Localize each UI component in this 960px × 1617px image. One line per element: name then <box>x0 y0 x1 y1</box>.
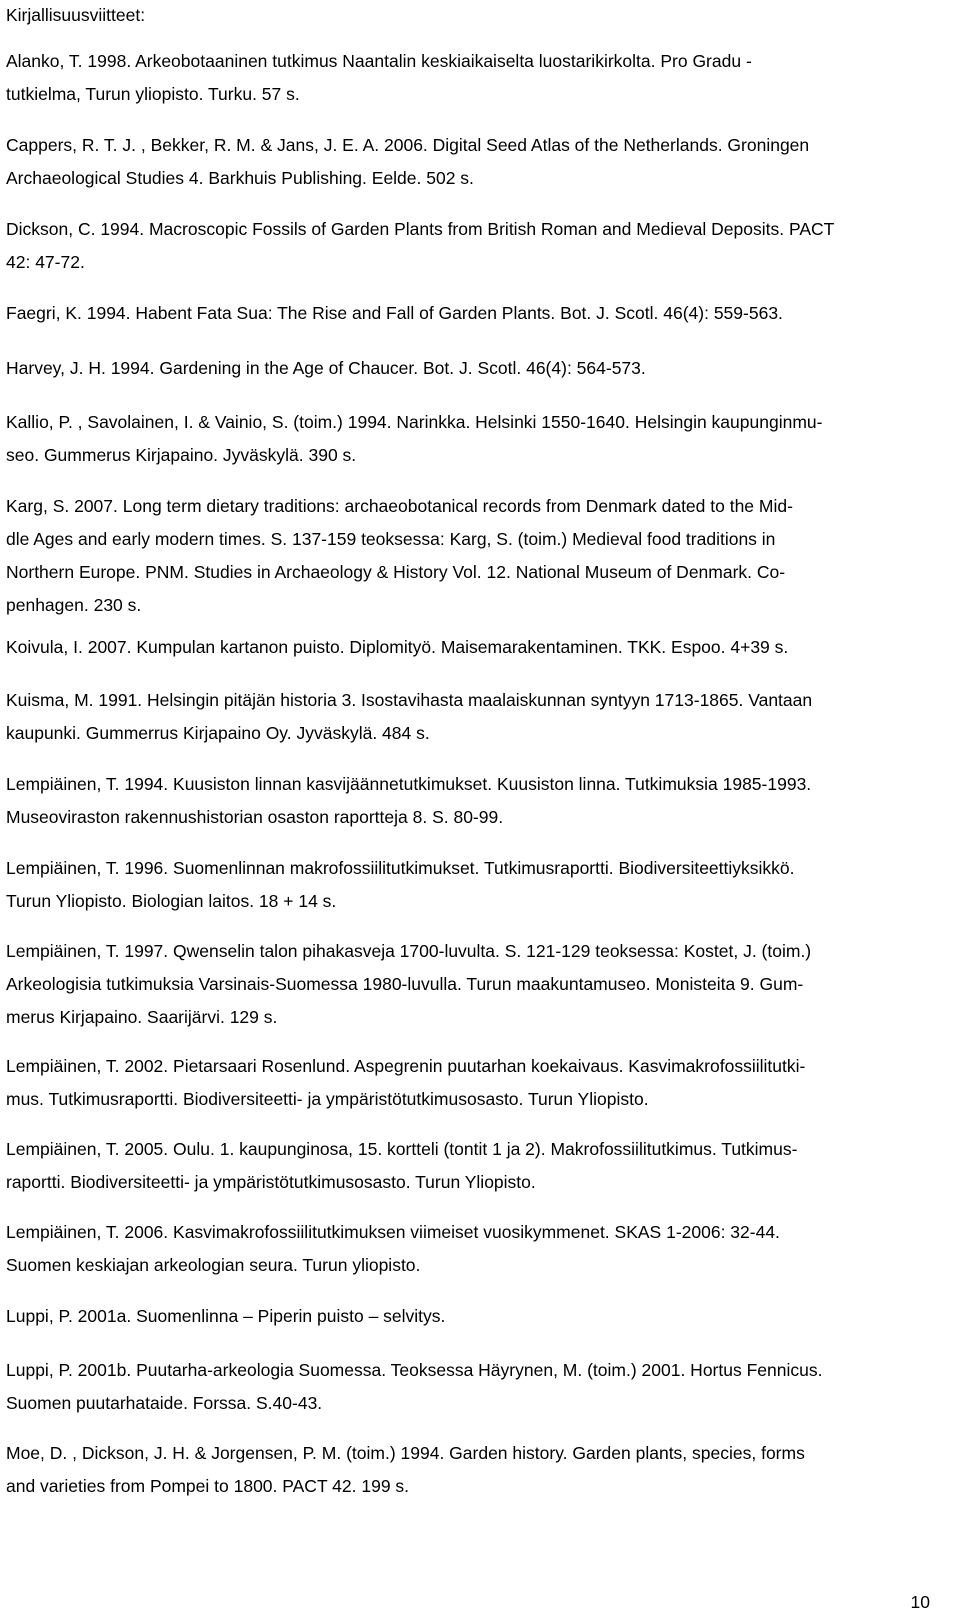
reference-entry <box>6 935 936 1034</box>
reference-line: Moe, D. , Dickson, J. H. & Jorgensen, P. M. (toim.) 1994. Garden history. Garden plants, species, forms <box>6 1443 805 1463</box>
reference-entry <box>6 1050 936 1116</box>
reference-line: Lempiäinen, T. 1994. Kuusiston linnan kasvijäännetutkimukset. Kuusiston linna. Tutkimuksia 1985-1993. <box>6 774 812 794</box>
reference-entry <box>6 1300 936 1333</box>
reference-line: Faegri, K. 1994. Habent Fata Sua: The Rise and Fall of Garden Plants. Bot. J. Scotl. 46(4): 559-563. <box>6 303 783 323</box>
reference-line: Arkeologisia tutkimuksia Varsinais-Suomessa 1980-luvulla. Turun maakuntamuseo. Monisteita 9. Gum- <box>6 974 804 994</box>
reference-line: Northern Europe. PNM. Studies in Archaeology & History Vol. 12. National Museum of Denmark. Co- <box>6 562 786 582</box>
reference-entry <box>6 45 936 111</box>
reference-line: Kallio, P. , Savolainen, I. & Vainio, S. (toim.) 1994. Narinkka. Helsinki 1550-1640. Helsingin kaupunginmu- <box>6 412 823 432</box>
reference-entry <box>6 129 936 195</box>
reference-line: penhagen. 230 s. <box>6 595 142 615</box>
reference-line: merus Kirjapaino. Saarijärvi. 129 s. <box>6 1007 278 1027</box>
reference-line: Harvey, J. H. 1994. Gardening in the Age of Chaucer. Bot. J. Scotl. 46(4): 564-573. <box>6 358 646 378</box>
reference-line: Archaeological Studies 4. Barkhuis Publishing. Eelde. 502 s. <box>6 168 474 188</box>
reference-line: tutkielma, Turun yliopisto. Turku. 57 s. <box>6 84 300 104</box>
page-number: 10 <box>910 1592 930 1612</box>
reference-line: Lempiäinen, T. 1996. Suomenlinnan makrofossiilitutkimukset. Tutkimusraportti. Biodiversiteettiyksikkö. <box>6 858 795 878</box>
reference-line: and varieties from Pompei to 1800. PACT 42. 199 s. <box>6 1476 410 1496</box>
reference-line: raportti. Biodiversiteetti- ja ympäristötutkimusosasto. Turun Yliopisto. <box>6 1172 536 1192</box>
reference-entry <box>6 1354 936 1420</box>
reference-entry <box>6 684 936 750</box>
reference-entry <box>6 213 936 279</box>
reference-line: Turun Yliopisto. Biologian laitos. 18 + 14 s. <box>6 891 337 911</box>
page-title: Kirjallisuusviitteet: <box>6 5 146 25</box>
reference-line: Cappers, R. T. J. , Bekker, R. M. & Jans, J. E. A. 2006. Digital Seed Atlas of the Netherlands. Groningen <box>6 135 810 155</box>
reference-entry <box>6 297 936 330</box>
reference-line: seo. Gummerus Kirjapaino. Jyväskylä. 390 s. <box>6 445 357 465</box>
reference-entry <box>6 1133 936 1199</box>
reference-entry <box>6 352 936 385</box>
reference-line: Museoviraston rakennushistorian osaston raportteja 8. S. 80-99. <box>6 807 504 827</box>
reference-entry <box>6 1216 936 1282</box>
reference-line: Alanko, T. 1998. Arkeobotaaninen tutkimus Naantalin keskiaikaiselta luostarikirkolta. Pro Gradu - <box>6 51 752 71</box>
reference-entry <box>6 490 936 622</box>
reference-line: Luppi, P. 2001b. Puutarha-arkeologia Suomessa. Teoksessa Häyrynen, M. (toim.) 2001. Hortus Fennicus. <box>6 1360 823 1380</box>
reference-line: Suomen puutarhataide. Forssa. S.40-43. <box>6 1393 323 1413</box>
reference-line: dle Ages and early modern times. S. 137-159 teoksessa: Karg, S. (toim.) Medieval food traditions in <box>6 529 776 549</box>
reference-entry <box>6 406 936 472</box>
reference-line: Lempiäinen, T. 2002. Pietarsaari Rosenlund. Aspegrenin puutarhan koekaivaus. Kasvimakrofossiilitutki- <box>6 1056 806 1076</box>
reference-line: 42: 47-72. <box>6 252 85 272</box>
reference-line: Suomen keskiajan arkeologian seura. Turun yliopisto. <box>6 1255 421 1275</box>
reference-entry <box>6 852 936 918</box>
reference-line: Karg, S. 2007. Long term dietary traditions: archaeobotanical records from Denmark dated to the Mid- <box>6 496 793 516</box>
reference-line: Dickson, C. 1994. Macroscopic Fossils of Garden Plants from British Roman and Medieval Deposits. PACT <box>6 219 835 239</box>
reference-entry <box>6 631 936 664</box>
reference-entry <box>6 768 936 834</box>
reference-line: Lempiäinen, T. 1997. Qwenselin talon pihakasveja 1700-luvulta. S. 121-129 teoksessa: Kostet, J. (toim.) <box>6 941 812 961</box>
reference-line: Lempiäinen, T. 2006. Kasvimakrofossiilitutkimuksen viimeiset vuosikymmenet. SKAS 1-2006: 32-44. <box>6 1222 780 1242</box>
reference-line: Koivula, I. 2007. Kumpulan kartanon puisto. Diplomityö. Maisemarakentaminen. TKK. Espoo. 4+39 s. <box>6 637 789 657</box>
reference-line: kaupunki. Gummerrus Kirjapaino Oy. Jyväskylä. 484 s. <box>6 723 430 743</box>
reference-line: Luppi, P. 2001a. Suomenlinna – Piperin puisto – selvitys. <box>6 1306 446 1326</box>
reference-line: Kuisma, M. 1991. Helsingin pitäjän historia 3. Isostavihasta maalaiskunnan syntyyn 1713-1865. Vantaan <box>6 690 813 710</box>
reference-line: mus. Tutkimusraportti. Biodiversiteetti- ja ympäristötutkimusosasto. Turun Yliopisto. <box>6 1089 649 1109</box>
reference-line: Lempiäinen, T. 2005. Oulu. 1. kaupunginosa, 15. kortteli (tontit 1 ja 2). Makrofossiilitutkimus. Tutkimus- <box>6 1139 798 1159</box>
reference-entry <box>6 1437 936 1503</box>
